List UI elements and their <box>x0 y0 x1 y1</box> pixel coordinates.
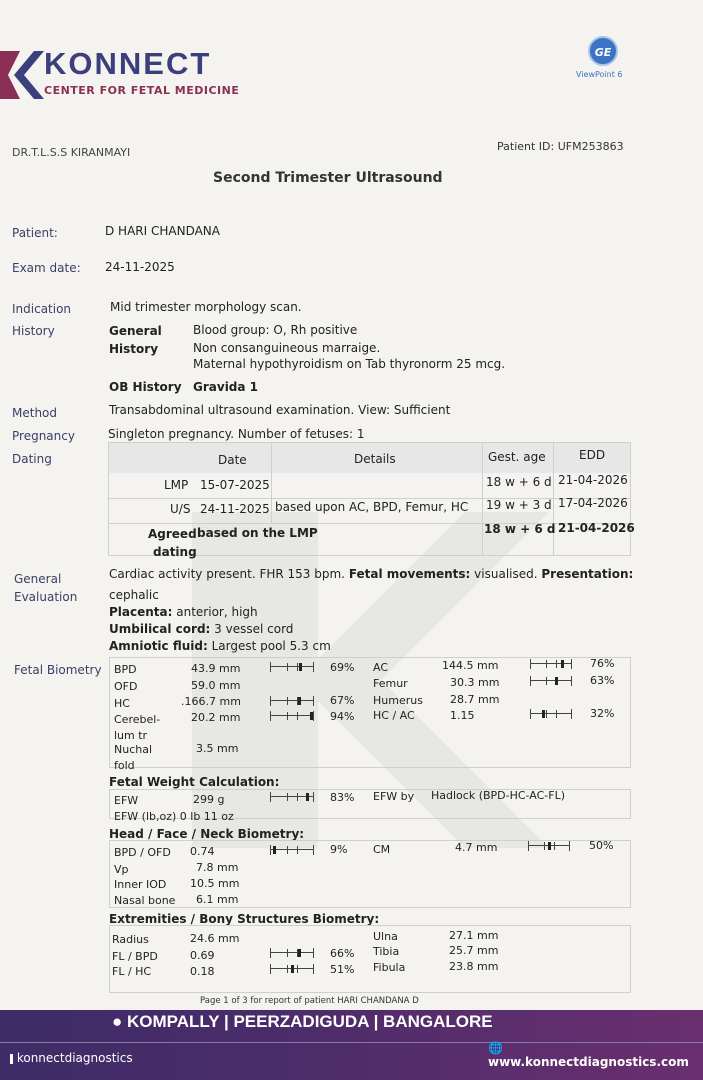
extremity-value: 27.1 mm <box>449 929 499 942</box>
fluid-line: Amniotic fluid: Largest pool 5.3 cm <box>109 639 331 653</box>
percentile-bar <box>530 676 572 686</box>
report-title: Second Trimester Ultrasound <box>213 170 443 186</box>
percentile-bar <box>528 841 570 851</box>
dating-agreed-label-1: Agreed <box>148 527 197 541</box>
biometry-name: lum tr <box>114 729 148 742</box>
fetal-biometry-label: Fetal Biometry <box>14 663 102 677</box>
history-line: Blood group: O, Rh positive <box>193 323 358 337</box>
biometry-value: 1.15 <box>450 709 475 722</box>
biometry-name: HC <box>114 697 130 710</box>
percentile-bar <box>270 662 314 672</box>
head-value: 10.5 mm <box>190 877 240 890</box>
history-label: History <box>12 324 55 338</box>
cm-pct: 50% <box>589 839 614 852</box>
biometry-value: 28.7 mm <box>450 693 500 706</box>
biometry-name: Nuchal <box>114 743 153 756</box>
biometry-name: AC <box>373 661 389 674</box>
head-pct: 9% <box>330 843 348 856</box>
pregnancy-value: Singleton pregnancy. Number of fetuses: 1 <box>108 427 365 441</box>
extremity-value: 0.69 <box>190 949 215 962</box>
biometry-value: 30.3 mm <box>450 676 500 689</box>
biometry-name: Femur <box>373 677 408 690</box>
extremity-name: Ulna <box>373 930 398 943</box>
extremity-value: 0.18 <box>190 965 215 978</box>
exam-date: 24-11-2025 <box>105 260 175 274</box>
extremity-name: FL / BPD <box>112 950 158 963</box>
efw-label: EFW <box>114 794 139 807</box>
dating-agreed-label-2: dating <box>153 545 197 559</box>
extremity-pct: 66% <box>330 947 355 960</box>
percentile-bar <box>530 709 572 719</box>
biometry-pct: 32% <box>590 707 615 720</box>
efw-by-label: EFW by <box>373 790 415 803</box>
head-title: Head / Face / Neck Biometry: <box>109 827 305 841</box>
extremity-value: 23.8 mm <box>449 960 499 973</box>
head-name: Nasal bone <box>114 894 176 907</box>
general-eval-label-2: Evaluation <box>14 590 78 604</box>
footer-locations: ● KOMPALLY | PEERZADIGUDA | BANGALORE <box>112 1012 493 1031</box>
biometry-pct: 63% <box>590 674 615 687</box>
biometry-value: .166.7 mm <box>181 695 241 708</box>
doctor-name: DR.T.L.S.S KIRANMAYI <box>12 146 131 159</box>
cord-line: Umbilical cord: 3 vessel cord <box>109 622 294 636</box>
biometry-name: Cerebel- <box>114 713 161 726</box>
dating-agreed-details: based on the LMP <box>197 526 318 540</box>
extremity-name: FL / HC <box>112 965 152 978</box>
ob-history-value: Gravida 1 <box>193 380 259 394</box>
placenta-line: Placenta: anterior, high <box>109 605 258 619</box>
dating-row-gest: 19 w + 3 d <box>486 498 552 512</box>
general-eval-line-1: Cardiac activity present. FHR 153 bpm. Fetal movements: visualised. Presentation: <box>109 567 634 581</box>
extremity-value: 24.6 mm <box>190 932 240 945</box>
biometry-pct: 69% <box>330 661 355 674</box>
brand-name: KONNECT <box>44 46 212 81</box>
dating-row-type: U/S <box>170 502 191 516</box>
percentile-bar <box>270 696 314 706</box>
biometry-pct: 67% <box>330 694 355 707</box>
biometry-name: OFD <box>114 680 138 693</box>
dating-agreed-edd: 21-04-2026 <box>558 521 635 535</box>
dating-row-type: LMP <box>164 478 189 492</box>
dating-agreed-gest: 18 w + 6 d <box>484 522 556 536</box>
globe-icon: 🌐 <box>488 1041 503 1055</box>
device-name: ViewPoint 6 <box>576 70 623 79</box>
biometry-value: 59.0 mm <box>191 679 241 692</box>
dating-header-date: Date <box>218 453 247 467</box>
dating-header-gest: Gest. age <box>488 450 546 464</box>
weight-title: Fetal Weight Calculation: <box>109 775 280 789</box>
percentile-bar <box>270 948 314 958</box>
ge-logo-icon: GE <box>588 36 618 66</box>
patient-label: Patient: <box>12 226 58 240</box>
extremity-name: Tibia <box>373 945 400 958</box>
percentile-bar <box>270 711 314 721</box>
konnect-logo-mark <box>0 45 44 105</box>
biometry-pct: 76% <box>590 657 615 670</box>
social-icon <box>10 1054 13 1064</box>
indication-value: Mid trimester morphology scan. <box>110 300 302 314</box>
dating-row-edd: 21-04-2026 <box>558 473 628 487</box>
general-history-label-2: History <box>109 342 159 356</box>
dating-header-details: Details <box>354 452 396 466</box>
head-name: Inner IOD <box>114 878 167 891</box>
cm-value: 4.7 mm <box>455 841 498 854</box>
presentation-value: cephalic <box>109 588 159 602</box>
percentile-bar <box>270 964 314 974</box>
patient-id: Patient ID: UFM253863 <box>497 140 624 153</box>
indication-label: Indication <box>12 302 72 316</box>
patient-name: D HARI CHANDANA <box>105 224 220 238</box>
biometry-value: 43.9 mm <box>191 662 241 675</box>
biometry-name: Humerus <box>373 694 423 707</box>
percentile-bar <box>270 792 314 802</box>
efw-lboz: EFW (lb,oz) 0 lb 11 oz <box>114 810 234 823</box>
biometry-name: BPD <box>114 663 137 676</box>
extremities-title: Extremities / Bony Structures Biometry: <box>109 912 380 926</box>
extremity-value: 25.7 mm <box>449 944 499 957</box>
general-history-label-1: General <box>109 324 162 338</box>
head-name: Vp <box>114 863 129 876</box>
footer-website[interactable]: 🌐 www.konnectdiagnostics.com <box>488 1041 689 1069</box>
extremities-box <box>109 925 631 993</box>
dating-row-details: based upon AC, BPD, Femur, HC <box>275 500 469 514</box>
footer-social[interactable]: konnectdiagnostics <box>10 1051 133 1065</box>
percentile-bar <box>270 845 314 855</box>
page-note: Page 1 of 3 for report of patient HARI CHANDANA D <box>200 996 419 1006</box>
cm-name: CM <box>373 843 391 856</box>
dating-label: Dating <box>12 452 52 466</box>
ob-history-label: OB History <box>109 380 182 394</box>
head-value: 7.8 mm <box>196 861 239 874</box>
extremity-name: Radius <box>112 933 149 946</box>
head-value: 0.74 <box>190 845 215 858</box>
dating-row-gest: 18 w + 6 d <box>486 475 552 489</box>
biometry-name: HC / AC <box>373 709 415 722</box>
percentile-bar <box>530 659 572 669</box>
efw-pct: 83% <box>330 791 355 804</box>
history-line: Non consanguineous marraige. <box>193 341 381 355</box>
biometry-name: fold <box>114 759 135 772</box>
dating-header-edd: EDD <box>579 448 606 462</box>
dating-row-date: 15-07-2025 <box>200 478 270 492</box>
biometry-value: 3.5 mm <box>196 742 239 755</box>
general-eval-label-1: General <box>14 572 62 586</box>
efw-value: 299 g <box>193 793 225 806</box>
extremity-name: Fibula <box>373 961 406 974</box>
dating-row-date: 24-11-2025 <box>200 502 270 516</box>
dating-row-edd: 17-04-2026 <box>558 496 628 510</box>
biometry-pct: 94% <box>330 710 355 723</box>
efw-by-value: Hadlock (BPD-HC-AC-FL) <box>431 789 566 802</box>
head-name: BPD / OFD <box>114 846 171 859</box>
biometry-value: 20.2 mm <box>191 711 241 724</box>
extremity-pct: 51% <box>330 963 355 976</box>
location-pin-icon: ● <box>112 1012 123 1031</box>
method-value: Transabdominal ultrasound examination. View: Sufficient <box>109 403 451 417</box>
biometry-value: 144.5 mm <box>442 659 499 672</box>
brand-subtitle: CENTER FOR FETAL MEDICINE <box>44 84 240 97</box>
exam-date-label: Exam date: <box>12 261 81 275</box>
method-label: Method <box>12 406 58 420</box>
pregnancy-label: Pregnancy <box>12 429 75 443</box>
history-line: Maternal hypothyroidism on Tab thyronorm 25 mcg. <box>193 357 506 371</box>
head-value: 6.1 mm <box>196 893 239 906</box>
